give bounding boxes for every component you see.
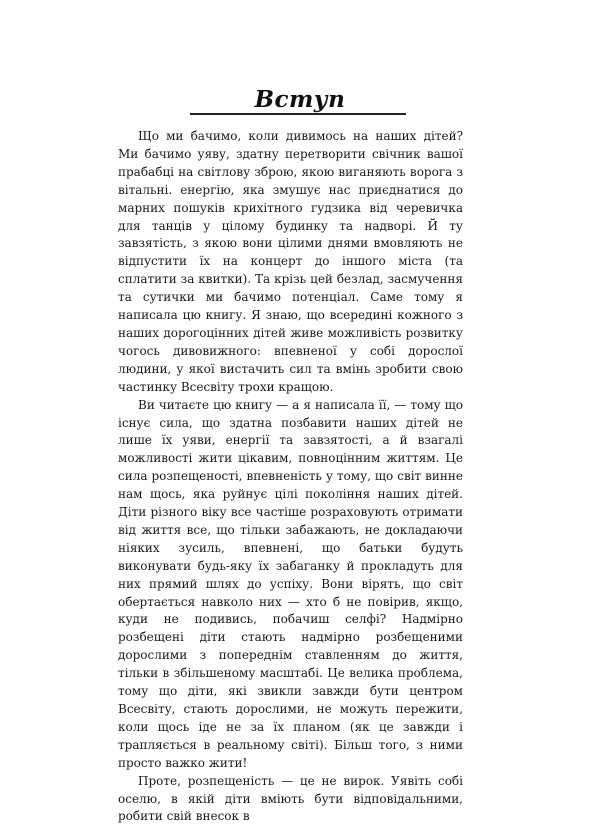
paragraph: Що ми бачимо, коли дивимось на наших дітей? Ми бачимо уяву, здатну перетворити свічник вашої прабабці на світлову зброю, якою виганяють ворога з вітальні. енергію, яка змушує нас приєднатися до марних пошуків крихітного гудзика від черевичка для танців у цілому будинку та надворі. Й ту завзятість, з якою вони цілими днями вмовляють не відпустити їх на концерт до іншого міста (та сплатити за квитки). Та крізь цей безлад, засмучення та сутички ми бачимо потенціал. Саме тому я написала цю книгу. Я знаю, що всередині кожного з наших дорогоцінних дітей живе можливість розвитку чогось дивовижного: впевненої у собі дорослої людини, у якої вистачить сил та вмінь зробити свою частинку Всесвіту трохи кращою. [118,129,463,394]
paragraph: Ви читаєте цю книгу — а я написала її, — тому що існує сила, що здатна позбавити наших дітей не лише їх уяви, енергії та завзятості, а й взагалі можливості жити цікавим, повноцінним життям. Це сила розпещеності, впевненість у тому, що світ винне нам щось, яка руйнує цілі покоління наших дітей. Діти різного віку все частіше розраховують отримати від життя все, що тільки забажають, не докладаючи ніяких зусиль, впевнені, що батьки будуть виконувати будь-яку їх забаганку й прокладуть для них прямий шлях до успіху. Вони вірять, що світ обертається навколо них — хто б не повірив, якщо, куди не подивись, побачиш селфі? Надмірно розбещені діти стають надмірно розбещеними дорослими з попереднім ставленням до життя, тільки в збільшеному масштабі. Це велика проблема, тому що діти, які звикли завжди бути центром Всесвіту, стають дорослими, не можуть пережити, коли щось іде не за їх планом (як це завжди і трапляється в реальному світі). Більш того, з ними просто важко жити! [118,397,463,770]
paragraph: Проте, розпещеність — це не вирок. Уявіть собі оселю, в якій діти вміють бути відповідальними, робити свій внесок в [118,773,463,824]
body-text [118,128,463,826]
chapter-title: Вступ [254,86,346,113]
title-underline [190,113,406,115]
